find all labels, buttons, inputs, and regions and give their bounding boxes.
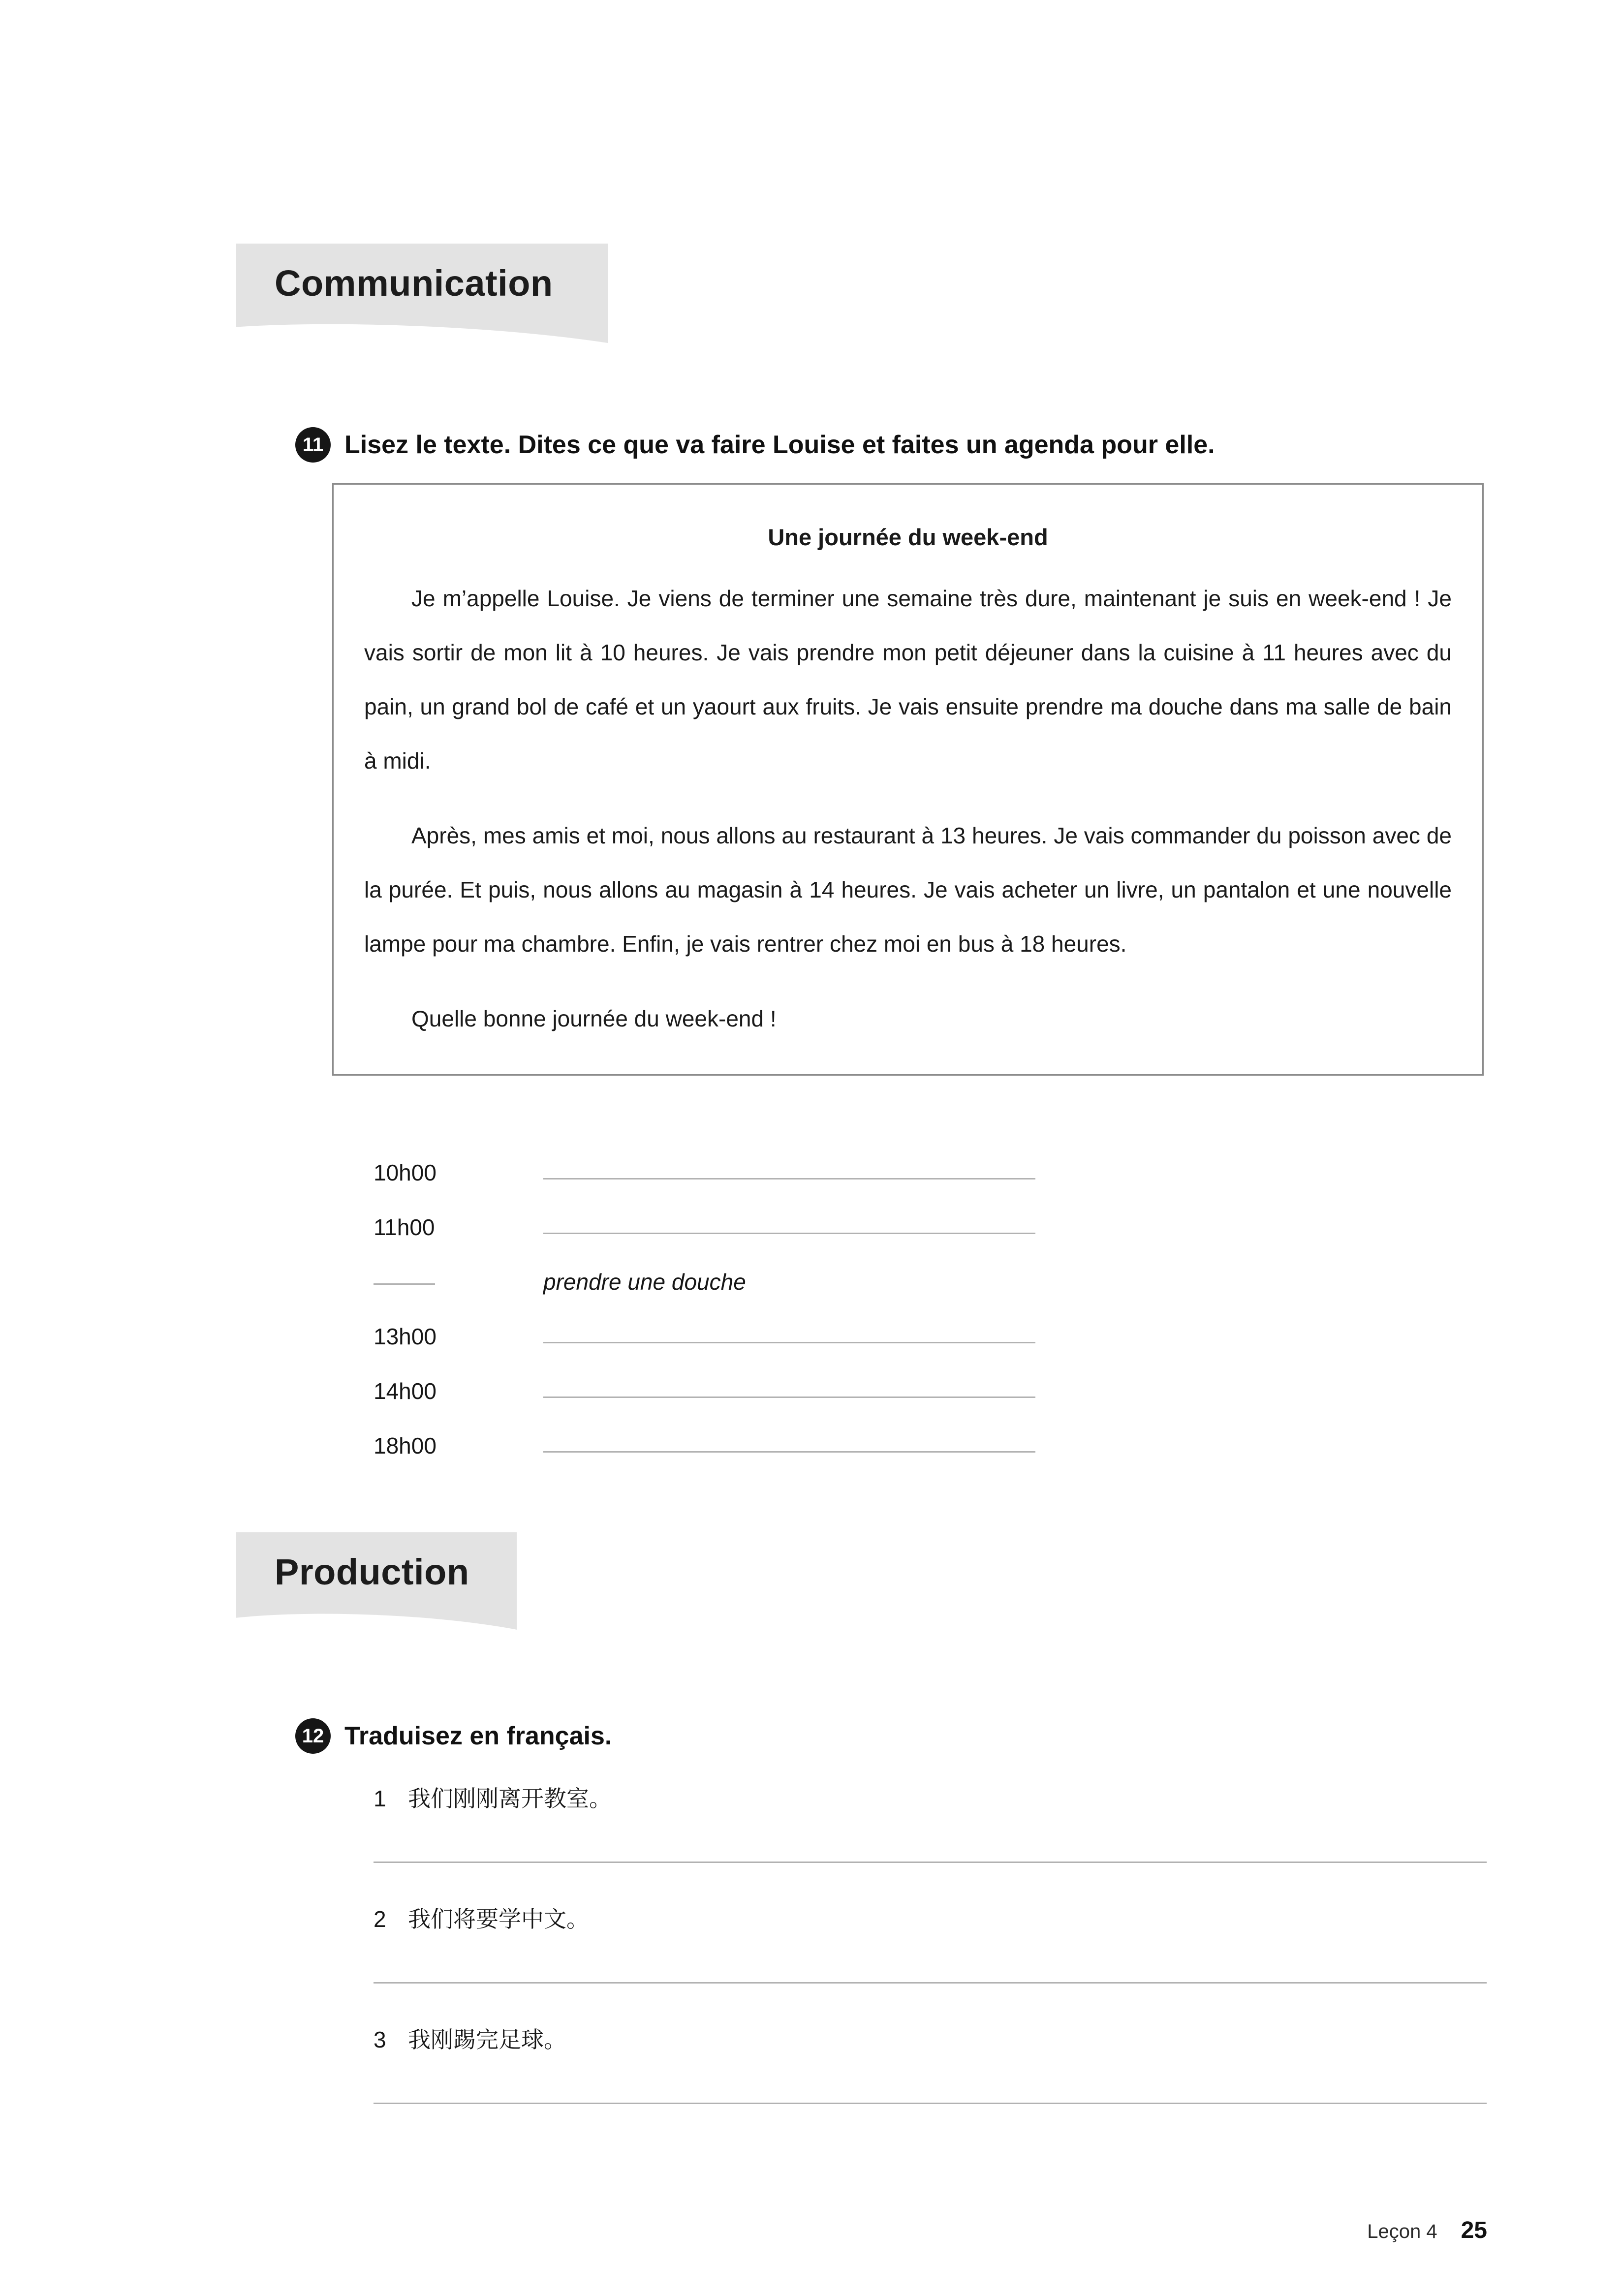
agenda-answer-line[interactable] <box>543 1342 1035 1343</box>
reading-paragraph: Après, mes amis et moi, nous allons au restaurant à 13 heures. Je vais commander du poisson avec de la purée. Et puis, nous allons au magasin à 14 heures. Je vais acheter un livre, un pantalon et une nouvelle lampe pour ma chambre. Enfin, je vais rentrer chez moi en bus à 18 heures. <box>364 823 1452 957</box>
reading-text-box <box>332 483 1484 1076</box>
translation-answer-line[interactable] <box>374 1862 1487 1863</box>
exercise-11-instruction: Lisez le texte. Dites ce que va faire Louise et faites un agenda pour elle. <box>344 431 1215 459</box>
translation-answer-line[interactable] <box>374 1982 1487 1984</box>
reading-title: Une journée du week-end <box>768 524 1048 550</box>
translation-item-number: 1 <box>374 1786 386 1811</box>
translation-item-text: 我刚踢完足球。 <box>408 2027 566 2052</box>
agenda-example-activity: prendre une douche <box>543 1269 746 1295</box>
agenda-answer-line[interactable] <box>543 1233 1035 1234</box>
section-title: Production <box>275 1551 469 1592</box>
translation-item-text: 我们将要学中文。 <box>408 1906 589 1932</box>
agenda-row <box>374 1240 1621 1295</box>
agenda-time: 13h00 <box>374 1324 436 1350</box>
footer-page-number: 25 <box>1461 2217 1487 2243</box>
agenda-row <box>374 1131 1621 1185</box>
agenda-answer-line[interactable] <box>543 1451 1035 1453</box>
exercise-12-header <box>295 1718 1621 1754</box>
agenda-time: 11h00 <box>374 1214 435 1241</box>
agenda-time-blank-line[interactable] <box>374 1283 435 1285</box>
agenda-time: 10h00 <box>374 1160 436 1186</box>
translation-item <box>374 1901 1487 1934</box>
agenda-list <box>374 1131 1621 1458</box>
agenda-row <box>374 1295 1621 1349</box>
agenda-row <box>374 1185 1621 1240</box>
footer-lesson-label: Leçon 4 <box>1367 2221 1437 2242</box>
agenda-answer-line[interactable] <box>543 1396 1035 1398</box>
agenda-time: 14h00 <box>374 1378 436 1404</box>
translation-item-text: 我们刚刚离开教室。 <box>408 1786 612 1811</box>
agenda-answer-line[interactable] <box>543 1178 1035 1179</box>
translation-item-number: 2 <box>374 1906 386 1932</box>
translation-item <box>374 2022 1487 2054</box>
translation-item-number: 3 <box>374 2027 386 2052</box>
section-header-production <box>236 1532 517 1637</box>
exercise-11-header <box>295 427 1621 463</box>
agenda-time <box>374 1270 543 1295</box>
translation-item <box>374 1781 1487 1813</box>
section-title: Communication <box>275 263 553 304</box>
section-header-communication <box>236 244 608 348</box>
agenda-time: 18h00 <box>374 1433 436 1459</box>
reading-paragraph: Quelle bonne journée du week-end ! <box>411 1006 777 1031</box>
exercise-11-badge: 11 <box>295 427 331 463</box>
page-footer <box>1367 2217 1487 2244</box>
translation-items <box>374 1781 1487 2104</box>
exercise-12-instruction: Traduisez en français. <box>344 1722 612 1750</box>
reading-paragraph: Je m’appelle Louise. Je viens de terminer une semaine très dure, maintenant je suis en week-end ! Je vais sortir de mon lit à 10 heures. Je vais prendre mon petit déjeuner dans la cuisine à 11 heures avec du pain, un grand bol de café et un yaourt aux fruits. Je vais ensuite prendre ma douche dans ma salle de bain à midi. <box>364 586 1452 774</box>
exercise-12-badge: 12 <box>295 1718 331 1754</box>
translation-answer-line[interactable] <box>374 2103 1487 2104</box>
agenda-row <box>374 1349 1621 1404</box>
agenda-row <box>374 1404 1621 1458</box>
